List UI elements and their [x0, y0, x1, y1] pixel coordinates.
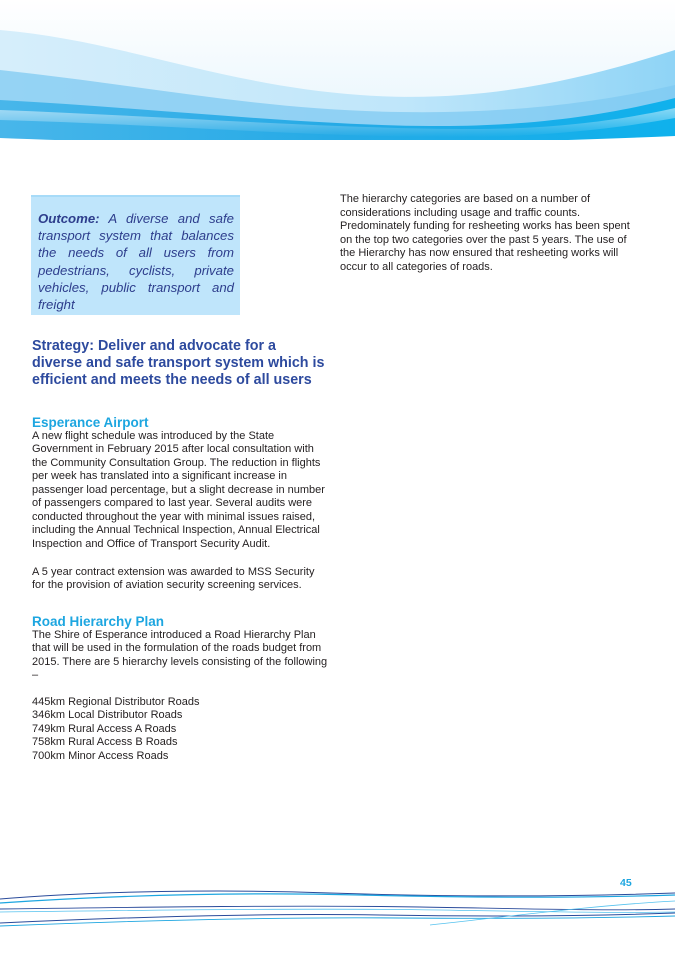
- outcome-box: [31, 195, 240, 315]
- road-hierarchy-list: [32, 696, 328, 764]
- footer-wave-lines: [0, 885, 675, 930]
- list-item: 445km Regional Distributor Roads: [32, 695, 200, 708]
- outcome-body: A diverse and safe transport system that balances the needs of all users from pedestrians, cyclists, private vehicles, public transport and freight: [38, 211, 234, 313]
- list-item: 749km Rural Access A Roads: [32, 722, 177, 735]
- right-column: [340, 193, 640, 274]
- airport-paragraph-1: A new flight schedule was introduced by the State Government in February 2015 after local consultation with the Community Consultation Group. The reduction in flights per week has translated into a significant increase in passenger load percentage, but a slight decrease in number of passengers compared to last year. Several audits were conducted throughout the year with minimal issues raised, including the Annual Technical Inspection, Annual Electrical Inspection and Office of Transport Security Audit.: [32, 429, 325, 550]
- outcome-text: [38, 210, 234, 313]
- road-intro-paragraph: The Shire of Esperance introduced a Road Hierarchy Plan that will be used in the formulation of the roads budget from 2015. There are 5 hierarchy levels consisting of the following –: [32, 628, 328, 682]
- airport-section-title: Esperance Airport: [32, 414, 149, 430]
- airport-paragraph-2: A 5 year contract extension was awarded to MSS Security for the provision of aviation security screening services.: [32, 565, 315, 592]
- list-item: 758km Rural Access B Roads: [32, 736, 178, 749]
- left-column: [32, 338, 328, 764]
- hierarchy-categories-paragraph: The hierarchy categories are based on a number of considerations including usage and traffic counts. Predominately funding for resheeting works has been spent on the top two categories over the past 5 years. The use of the Hierarchy has now ensured that resheeting works will occur to all categories of roads.: [340, 193, 630, 273]
- outcome-label: Outcome:: [38, 211, 100, 226]
- road-section-title: Road Hierarchy Plan: [32, 613, 165, 629]
- list-item: 700km Minor Access Roads: [32, 750, 169, 762]
- list-item: 346km Local Distributor Roads: [32, 709, 183, 722]
- strategy-heading: Strategy: Deliver and advocate for a diverse and safe transport system which is efficient and meets the needs of all users: [32, 338, 325, 389]
- page-number: 45: [620, 877, 632, 889]
- header-wave-banner: [0, 0, 675, 152]
